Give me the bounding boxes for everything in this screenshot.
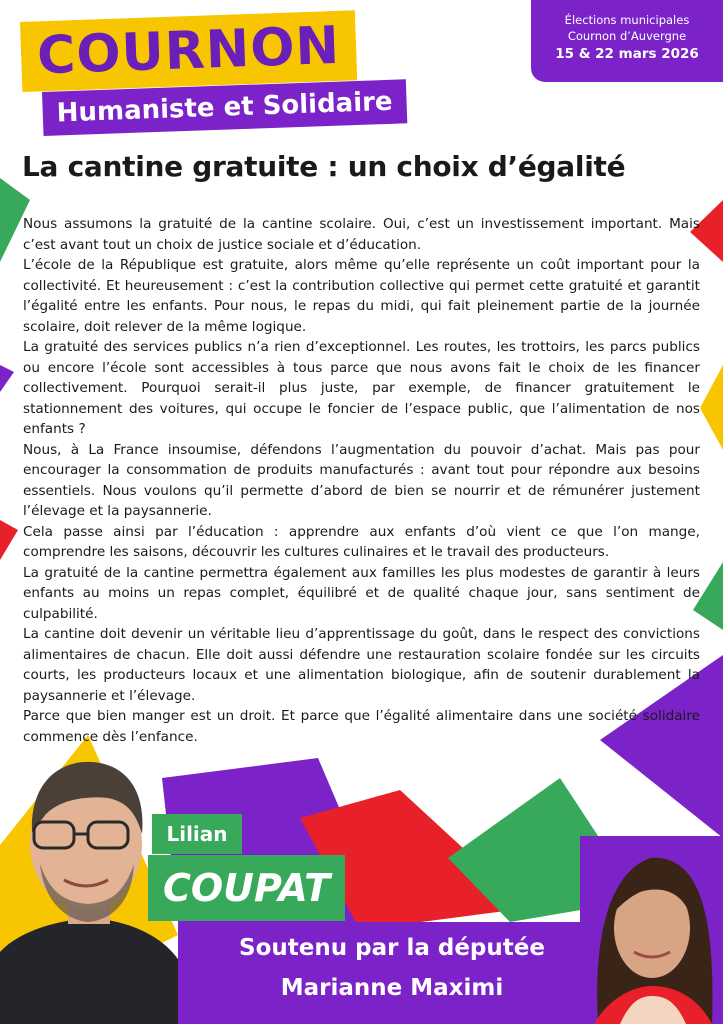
support-label: Soutenu par la députée	[239, 935, 545, 961]
paragraph: La cantine doit devenir un véritable lieu d’apprentissage du goût, dans le respect des convictions alimentaires de chacun. Elle doit aussi défendre une restauration scolaire fondée sur les circuits courts, les producteurs locaux et une alimentation biologique, afin de soutenir durablement la paysannerie et l’élevage.	[23, 626, 700, 704]
election-location: Cournon d’Auvergne	[567, 29, 687, 43]
paragraph: L’école de la République est gratuite, alors même qu’elle représente un coût important pour la collectivité. Et heureusement : c’est la contribution collective qui permet cette gratuité et garantit l’égalité entre les enfants. Pour nous, le repas du midi, qui fait pleinement partie de la journée scolaire, doit relever de la même logique.	[23, 257, 700, 335]
paragraph: La gratuité des services publics n’a rien d’exceptionnel. Les routes, les trottoirs, les parcs publics ou encore l’école sont accessibles à tous parce que nous avons fait le choix de les financer collectivement. Pourquoi serait-il plus juste, par exemple, de financer gratuitement le stationnement des voitures, qui occupe le foncier de l’espace public, que l’alimentation de nos enfants ?	[23, 339, 700, 437]
election-type: Élections municipales	[564, 13, 690, 27]
election-dates: 15 & 22 mars 2026	[555, 46, 699, 62]
candidate-last-name-box	[148, 855, 345, 921]
paragraph: Nous, à La France insoumise, défendons l’augmentation du pouvoir d’achat. Mais pas pour encourager la consommation de produits manufacturés : avant tout pour répondre aux besoins essentiels. Nous voulons qu’il permette d’abord de bien se nourrir et de rémunérer justement l’élevage et la paysannerie.	[23, 441, 700, 519]
candidate-first-name-box	[152, 814, 242, 854]
page-title: COURNON	[36, 15, 341, 87]
paragraph: La gratuité de la cantine permettra également aux familles les plus modestes de garantir à leurs enfants au moins un repas complet, équilibré et de qualité chaque jour, sans sentiment de culpabilité.	[23, 564, 700, 622]
paragraph: Cela passe ainsi par l’éducation : apprendre aux enfants d’où vient ce que l’on mange, comprendre les saisons, découvrir les cultures culinaires et le travail des producteurs.	[23, 523, 700, 560]
election-info-box	[531, 0, 723, 82]
article-body	[23, 214, 700, 747]
paragraph: Parce que bien manger est un droit. Et parce que l’égalité alimentaire dans une société solidaire commence dès l’enfance.	[23, 708, 700, 745]
article-headline: La cantine gratuite : un choix d’égalité	[22, 150, 626, 183]
shape-red-left	[0, 520, 18, 560]
shape-yellow-right	[700, 365, 723, 450]
candidate-last-name: COUPAT	[162, 866, 331, 910]
supporter-photo	[580, 836, 723, 1024]
title-banner	[20, 10, 357, 92]
candidate-first-name: Lilian	[166, 822, 228, 846]
shape-purple-left	[0, 365, 14, 392]
page-subtitle: Humaniste et Solidaire	[56, 86, 394, 129]
paragraph: Nous assumons la gratuité de la cantine scolaire. Oui, c’est un investissement important. Mais c’est avant tout un choix de justice sociale et d’éducation.	[23, 216, 700, 253]
supporter-name: Marianne Maximi	[280, 975, 504, 1001]
